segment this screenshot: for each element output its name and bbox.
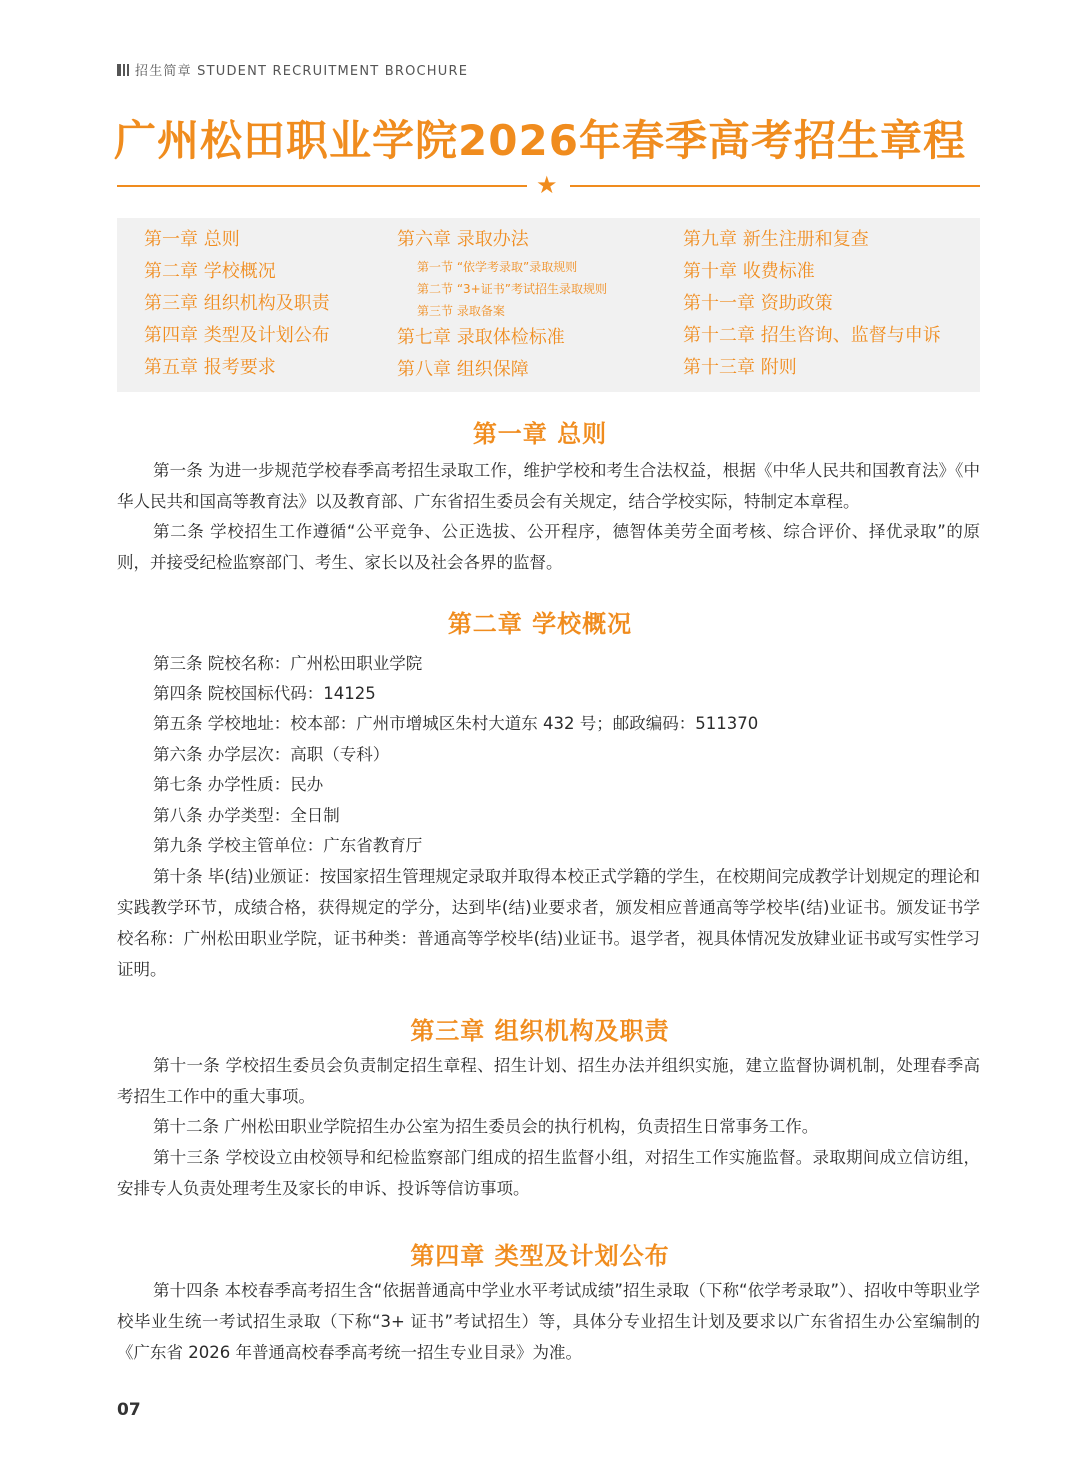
toc-item[interactable]: 第十三章 附则 [683, 357, 797, 378]
toc-column-1 [144, 224, 330, 384]
article-1: 第一条 为进一步规范学校春季高考招生录取工作，维护学校和考生合法权益，根据《中华人民共和国教育法》《中华人民共和国高等教育法》以及教育部、广东省招生委员会有关规定，结合学校实际，特制定本章程。 [117, 461, 980, 511]
toc-column-3 [683, 224, 941, 384]
article-4: 第四条 院校国标代码：14125 [153, 684, 376, 703]
article-8: 第八条 办学类型：全日制 [153, 806, 340, 825]
toc-column-2 [397, 224, 607, 386]
chapter-4-heading: 第四章 类型及计划公布 [410, 1242, 670, 1270]
brochure-header-tag [117, 60, 468, 79]
toc-item[interactable]: 第二章 学校概况 [144, 261, 276, 282]
toc-subitem[interactable]: 第一节 “依学考录取”录取规则 [417, 260, 578, 274]
star-icon: ★ [536, 171, 558, 199]
toc-item[interactable]: 第七章 录取体检标准 [397, 327, 565, 348]
header-tag-text: 招生简章 STUDENT RECRUITMENT BROCHURE [135, 64, 469, 79]
toc-item[interactable]: 第六章 录取办法 [397, 229, 529, 250]
toc-item[interactable]: 第十章 收费标准 [683, 261, 815, 282]
toc-item[interactable]: 第十二章 招生咨询、监督与申诉 [683, 325, 941, 346]
page-title: 广州松田职业学院2026年春季高考招生章程 [114, 116, 966, 165]
article-11: 第十一条 学校招生委员会负责制定招生章程、招生计划、招生办法并组织实施，建立监督协调机制，处理春季高考招生工作中的重大事项。 [117, 1056, 980, 1106]
article-5: 第五条 学校地址：校本部：广州市增城区朱村大道东 432 号；邮政编码：511370 [153, 714, 759, 733]
article-12: 第十二条 广州松田职业学院招生办公室为招生委员会的执行机构，负责招生日常事务工作。 [153, 1117, 819, 1136]
article-2: 第二条 学校招生工作遵循“公平竞争、公正选拔、公开程序，德智体美劳全面考核、综合评价、择优录取”的原则，并接受纪检监察部门、考生、家长以及社会各界的监督。 [117, 522, 980, 572]
article-13: 第十三条 学校设立由校领导和纪检监察部门组成的招生监督小组，对招生工作实施监督。录取期间成立信访组，安排专人负责处理考生及家长的申诉、投诉等信访事项。 [117, 1148, 980, 1198]
article-10: 第十条 毕(结)业颁证：按国家招生管理规定录取并取得本校正式学籍的学生，在校期间完成教学计划规定的理论和实践教学环节，成绩合格，获得规定的学分，达到毕(结)业要求者，颁发相应普通高等学校毕(结)业证书。颁发证书学校名称：广州松田职业学院，证书种类：普通高等学校毕(结)业证书。退学者，视具体情况发放肄业证书或写实性学习证明。 [117, 867, 980, 979]
title-divider [117, 171, 980, 199]
toc-item[interactable]: 第三章 组织机构及职责 [144, 293, 330, 314]
toc-item[interactable]: 第八章 组织保障 [397, 359, 529, 380]
toc-item[interactable]: 第十一章 资助政策 [683, 293, 833, 314]
bars-icon [117, 64, 129, 76]
chapter-2-heading: 第二章 学校概况 [447, 610, 633, 638]
toc-subitem[interactable]: 第二节 “3+证书”考试招生录取规则 [417, 282, 607, 296]
toc-item[interactable]: 第五章 报考要求 [144, 357, 276, 378]
toc-subitem[interactable]: 第三节 录取备案 [417, 304, 505, 318]
table-of-contents [117, 218, 980, 392]
article-3: 第三条 院校名称：广州松田职业学院 [153, 654, 423, 673]
article-14: 第十四条 本校春季高考招生含“依据普通高中学业水平考试成绩”招生录取（下称“依学考录取”）、招收中等职业学校毕业生统一考试招生录取（下称“3+ 证书”考试招生）等，具体分专业招生计划及要求以广东省招生办公室编制的《广东省 2026 年普通高校春季高考统一招生专业目录》为准。 [117, 1281, 980, 1362]
chapter-3-heading: 第三章 组织机构及职责 [410, 1017, 670, 1045]
article-9: 第九条 学校主管单位：广东省教育厅 [153, 836, 423, 855]
article-7: 第七条 办学性质：民办 [153, 775, 324, 794]
toc-item[interactable]: 第一章 总则 [144, 229, 240, 250]
page-number: 07 [117, 1400, 141, 1420]
article-6: 第六条 办学层次：高职（专科） [153, 745, 390, 764]
toc-item[interactable]: 第九章 新生注册和复查 [683, 229, 869, 250]
chapter-1-heading: 第一章 总则 [472, 420, 608, 448]
toc-item[interactable]: 第四章 类型及计划公布 [144, 325, 330, 346]
